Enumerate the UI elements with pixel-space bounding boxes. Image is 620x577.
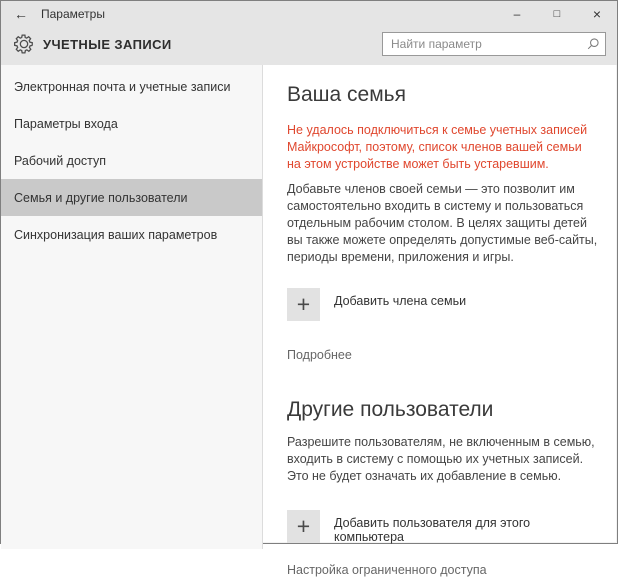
main-content — [263, 65, 617, 577]
window-title: Параметры — [41, 7, 105, 21]
family-section-heading: Ваша семья — [287, 83, 406, 106]
sidebar-item-family-other-users[interactable]: Семья и другие пользователи — [1, 179, 262, 216]
plus-icon: + — [287, 288, 320, 321]
gear-icon — [13, 33, 35, 55]
sidebar — [1, 65, 263, 549]
family-description: Добавьте членов своей семьи — это позволит им самостоятельно входить в систему и пользоваться отдельным рабочим столом. В целях защиты детей вы также можете определять допустимые веб-сайты, периоды времени, приложения и игры. — [287, 182, 598, 265]
other-users-heading: Другие пользователи — [287, 398, 494, 422]
page-title: УЧЕТНЫЕ ЗАПИСИ — [43, 36, 172, 52]
body-row — [1, 65, 617, 577]
back-arrow-icon[interactable]: ← — [14, 6, 28, 22]
add-family-member-label: Добавить члена семьи — [334, 294, 467, 309]
sidebar-item-sync-settings[interactable]: Синхронизация ваших параметров — [14, 227, 218, 242]
sidebar-item-work-access[interactable]: Рабочий доступ — [14, 153, 107, 168]
title-bar — [1, 1, 617, 27]
learn-more-link[interactable]: Подробнее — [287, 348, 352, 363]
page-header — [1, 27, 617, 65]
assigned-access-link[interactable]: Настройка ограниченного доступа — [287, 563, 487, 577]
other-users-description: Разрешите пользователям, не включенным в семью, входить в систему с помощью их учетных записей. Это не будет означать их добавление в семью. — [287, 435, 595, 484]
plus-icon: + — [287, 510, 320, 543]
minimize-icon[interactable]: – — [513, 7, 521, 21]
maximize-icon[interactable]: □ — [553, 8, 561, 20]
top-band — [1, 1, 617, 65]
search-icon[interactable] — [586, 37, 600, 51]
sidebar-item-signin-options[interactable]: Параметры входа — [14, 116, 118, 131]
close-icon[interactable]: × — [592, 6, 602, 22]
add-user-label: Добавить пользователя для этого компьютера — [334, 516, 531, 545]
family-error-message: Не удалось подключиться к семье учетных записей Майкрософт, поэтому, список членов вашей семьи на этом устройстве может быть устаревшим. — [287, 123, 588, 172]
search-box — [382, 32, 606, 56]
add-family-member-button[interactable] — [287, 288, 599, 321]
sidebar-item-email-accounts[interactable]: Электронная почта и учетные записи — [14, 79, 231, 94]
add-user-button[interactable] — [287, 510, 599, 544]
search-input[interactable] — [382, 32, 606, 56]
